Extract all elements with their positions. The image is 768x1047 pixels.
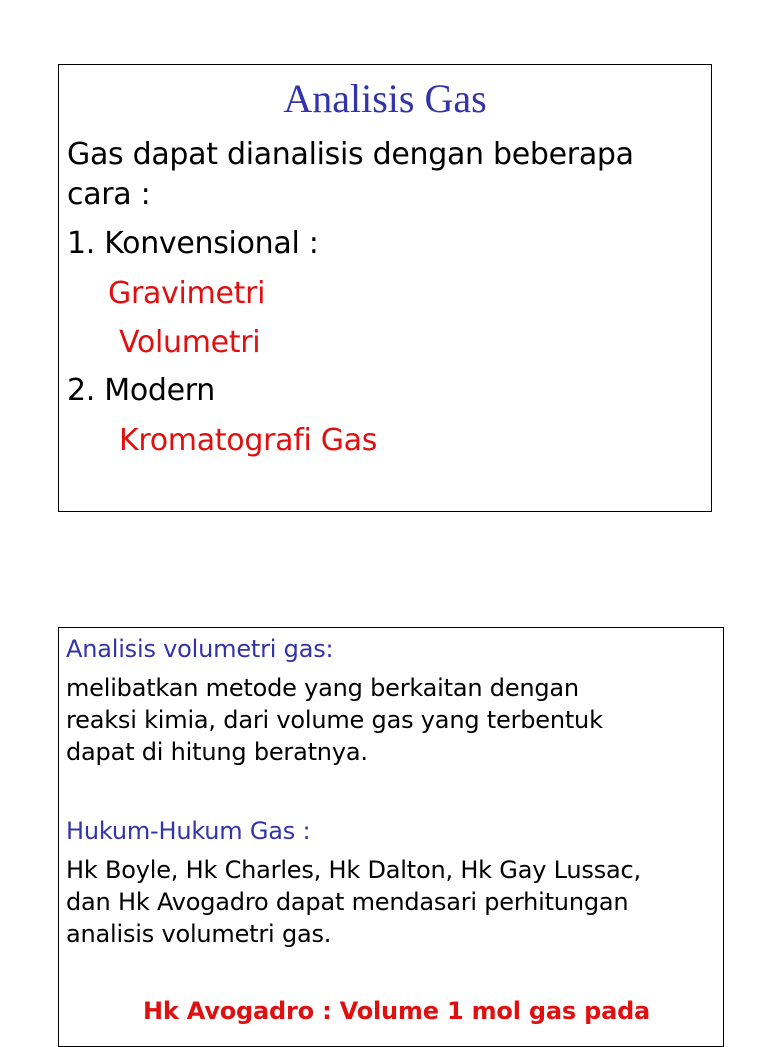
paragraph-1-line-1: melibatkan metode yang berkaitan dengan (66, 674, 579, 702)
paragraph-1-line-3: dapat di hitung beratnya. (66, 738, 368, 766)
intro-line-1: Gas dapat dianalisis dengan beberapa (67, 137, 634, 172)
highlight-avogadro: Hk Avogadro : Volume 1 mol gas pada (143, 997, 651, 1025)
list-item-modern: 2. Modern (67, 373, 216, 408)
sub-item-volumetri: Volumetri (119, 325, 261, 360)
heading-hukum-gas: Hukum-Hukum Gas : (66, 817, 311, 845)
paragraph-1-line-2: reaksi kimia, dari volume gas yang terbentuk (66, 706, 603, 734)
slide-analisis-volumetri (58, 627, 724, 1047)
paragraph-2-line-3: analisis volumetri gas. (66, 920, 332, 948)
paragraph-2-line-1: Hk Boyle, Hk Charles, Hk Dalton, Hk Gay Lussac, (66, 856, 641, 884)
slide-analisis-gas (58, 64, 712, 512)
intro-line-2: cara : (67, 177, 151, 212)
sub-item-kromatografi-gas: Kromatografi Gas (119, 423, 378, 458)
list-item-konvensional: 1. Konvensional : (67, 226, 319, 261)
sub-item-gravimetri: Gravimetri (108, 276, 266, 311)
heading-analisis-volumetri: Analisis volumetri gas: (66, 635, 334, 663)
paragraph-2-line-2: dan Hk Avogadro dapat mendasari perhitungan (66, 888, 629, 916)
slide-title: Analisis Gas (283, 76, 487, 121)
